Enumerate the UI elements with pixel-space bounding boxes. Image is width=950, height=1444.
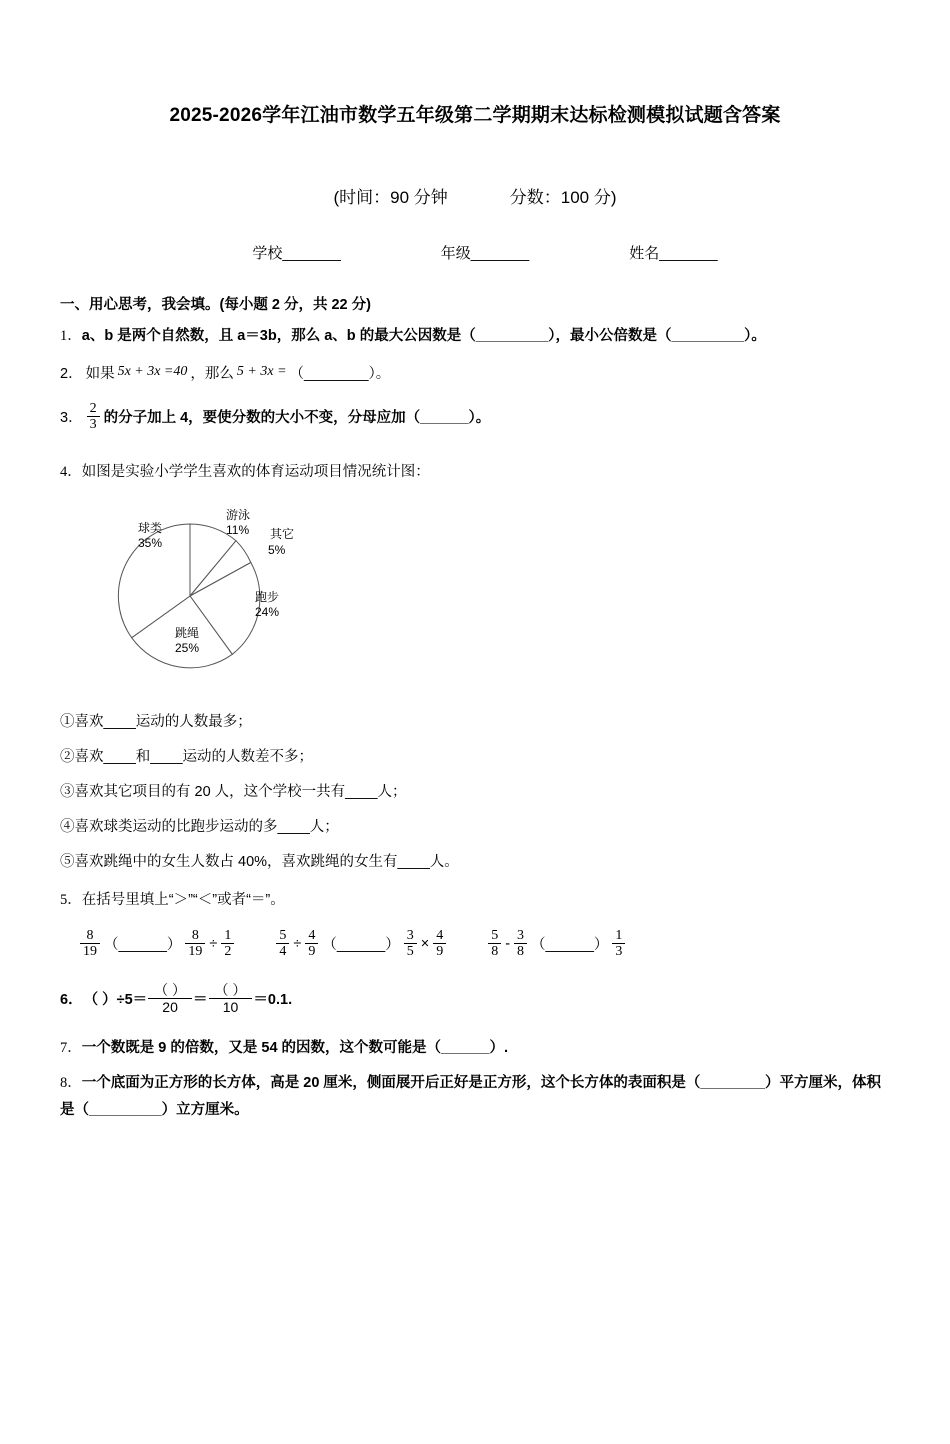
cmp3-operator: - [505, 935, 511, 952]
question-4-sub-1: ①喜欢____运动的人数最多； [60, 713, 252, 730]
question-2-expression-2: 5 + 3x = [236, 364, 287, 380]
question-6-eq-1: ＝ [193, 992, 208, 1009]
fraction-denominator: 20 [148, 998, 192, 1015]
question-3-number: 3． [60, 410, 83, 427]
question-2-number: 2． [60, 365, 83, 382]
cmp1-b [185, 928, 205, 960]
question-5 [60, 887, 890, 914]
cmp2-blank: （______） [322, 937, 400, 954]
pie-label-run-value: 24% [255, 604, 280, 619]
cmp3-blank: （______） [531, 937, 609, 954]
fraction-denominator: 19 [185, 943, 205, 960]
question-6-eq-2: ＝0.1. [253, 992, 293, 1009]
fraction-denominator: 19 [80, 943, 100, 960]
page-title: 2025-2026学年江油市数学五年级第二学期期末达标检测模拟试题含答案 [169, 105, 781, 126]
question-3-fraction [87, 401, 100, 433]
pie-label-ball-value: 35% [138, 535, 163, 550]
question-5-comparisons [78, 928, 890, 960]
question-3 [60, 401, 890, 433]
question-4 [60, 459, 890, 486]
fraction-numerator: （ ） [214, 982, 247, 999]
fraction-denominator: 8 [514, 943, 527, 960]
pie-chart-svg [80, 496, 410, 696]
fraction-denominator: 2 [221, 943, 234, 960]
pie-label-ball-name: 球类 [138, 520, 163, 535]
question-8-text: 一个底面为正方形的长方体，高是 20 厘米，侧面展开后正好是正方形，这个长方体的表面积是（________）平方厘米，体积是（_________）立方厘米。 [60, 1075, 881, 1118]
pie-label-other-value: 5% [268, 542, 286, 557]
fraction-denominator: 5 [404, 943, 417, 960]
question-7-number: 7． [60, 1040, 82, 1057]
fraction-numerator: 5 [491, 927, 499, 943]
pie-label-swim-name: 游泳 [226, 507, 251, 522]
pie-chart [80, 496, 890, 696]
fraction-numerator: 8 [191, 927, 199, 943]
question-5-number: 5． [60, 891, 82, 908]
field-school: 学校_______ [252, 245, 341, 262]
question-2-blank: （________）。 [289, 365, 391, 382]
question-7 [60, 1035, 890, 1062]
pie-label-run-name: 跑步 [255, 589, 280, 604]
cmp2-a [276, 928, 289, 960]
question-4-text: 如图是实验小学学生喜欢的体育运动项目情况统计图： [81, 464, 430, 481]
fraction-numerator: 3 [406, 927, 414, 943]
question-6-fraction-2 [209, 982, 253, 1015]
question-6 [60, 982, 890, 1015]
question-1 [60, 323, 890, 350]
cmp1-operator: ÷ [209, 935, 218, 952]
cmp2-d [433, 928, 446, 960]
fraction-numerator: 8 [86, 927, 94, 943]
exam-info [60, 183, 890, 208]
fraction-numerator: 4 [308, 927, 316, 943]
question-4-sub-2: ②喜欢____和____运动的人数差不多； [60, 748, 314, 765]
question-7-text: 一个数既是 9 的倍数，又是 54 的因数，这个数可能是（______）. [81, 1040, 508, 1057]
question-3-text: 的分子加上 4，要使分数的大小不变，分母应加（______）。 [103, 410, 491, 427]
question-5-text: 在括号里填上“＞”“＜”或者“＝”。 [81, 891, 285, 908]
question-4-sub-4: ④喜欢球类运动的比跑步运动的多____人； [60, 818, 339, 835]
student-fields [60, 242, 890, 263]
question-6-number: 6． [60, 992, 83, 1009]
cmp1-c [221, 928, 234, 960]
pie-label-other-name: 其它 [270, 526, 295, 541]
question-8 [60, 1070, 890, 1124]
cmp3-a [488, 928, 501, 960]
cmp1-a [80, 928, 100, 960]
exam-score: 分数：100 分) [509, 188, 617, 207]
question-4-sub-5: ⑤喜欢跳绳中的女生人数占 40%，喜欢跳绳的女生有____人。 [60, 853, 459, 870]
field-name: 姓名_______ [629, 245, 718, 262]
question-4-number: 4． [60, 464, 82, 481]
question-2-label: 如果 [85, 365, 115, 382]
cmp2-operator-2: × [420, 935, 430, 952]
fraction-numerator: 1 [224, 927, 232, 943]
question-8-number: 8． [60, 1075, 82, 1092]
section-1-heading: 一、用心思考，我会填。(每小题 2 分，共 22 分) [60, 297, 371, 313]
pie-label-rope-name: 跳绳 [175, 625, 200, 640]
question-2 [60, 362, 890, 383]
cmp2-b [305, 928, 318, 960]
cmp3-c [612, 928, 625, 960]
pie-label-swim-value: 11% [226, 522, 250, 537]
fraction-numerator: （ ） [154, 982, 187, 999]
fraction-denominator: 3 [87, 416, 100, 433]
exam-page [0, 100, 950, 1444]
question-2-mid: ，那么 [190, 365, 234, 382]
fraction-denominator: 10 [209, 998, 253, 1015]
question-6-prefix: （ ）÷5＝ [83, 992, 148, 1009]
fraction-denominator: 9 [305, 943, 318, 960]
question-2-expression-1: 5x + 3x =40 [117, 364, 188, 380]
fraction-numerator: 5 [279, 927, 287, 943]
cmp3-b [514, 928, 527, 960]
cmp2-c [404, 928, 417, 960]
exam-time: (时间：90 分钟 [333, 188, 448, 207]
cmp2-operator: ÷ [293, 935, 302, 952]
cmp1-blank: （______） [104, 937, 182, 954]
fraction-numerator: 3 [517, 927, 525, 943]
fraction-denominator: 8 [488, 943, 501, 960]
field-grade: 年级_______ [440, 245, 530, 262]
fraction-numerator: 2 [89, 400, 97, 416]
fraction-denominator: 3 [612, 943, 625, 960]
fraction-denominator: 9 [433, 943, 446, 960]
question-6-fraction-1 [148, 982, 192, 1015]
fraction-numerator: 4 [436, 927, 444, 943]
fraction-denominator: 4 [276, 943, 289, 960]
question-1-text: a、b 是两个自然数，且 a＝3b，那么 a、b 的最大公因数是（_________），最小公倍数是（_________）。 [81, 328, 766, 344]
pie-label-rope-value: 25% [175, 640, 200, 655]
question-1-number: 1． [60, 328, 82, 344]
fraction-numerator: 1 [615, 927, 623, 943]
question-4-sub-3: ③喜欢其它项目的有 20 人，这个学校一共有____人； [60, 783, 407, 800]
